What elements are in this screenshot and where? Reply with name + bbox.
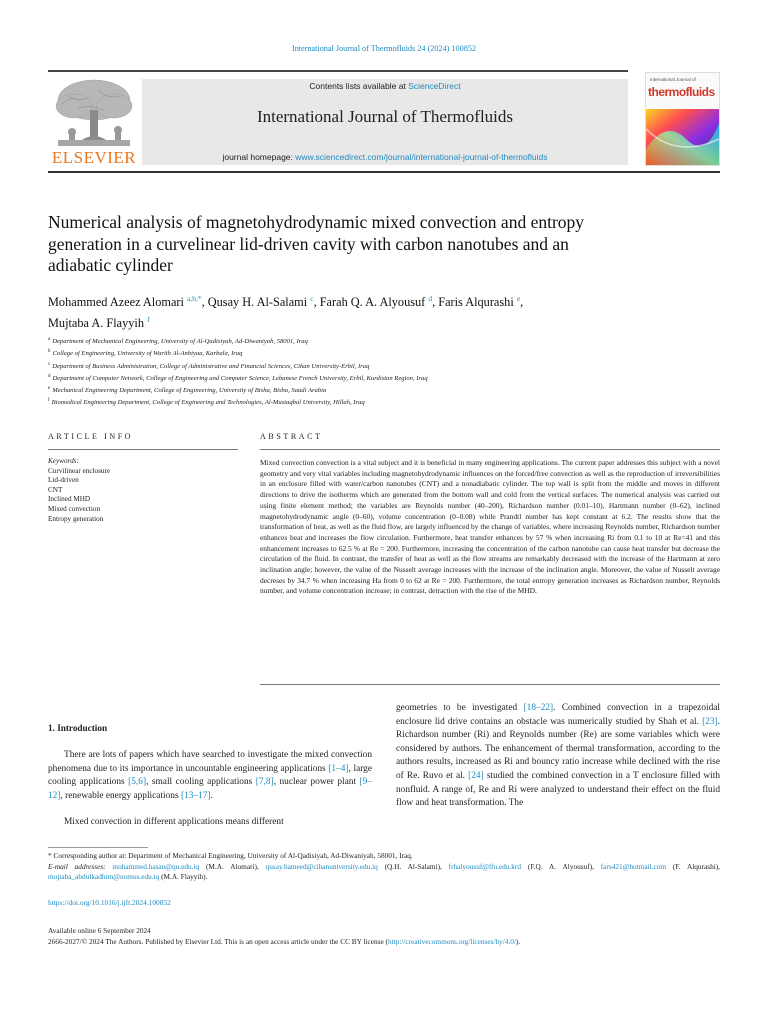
- article-info-heading: ARTICLE INFO: [48, 432, 134, 441]
- affiliation-key: e: [48, 386, 51, 392]
- article-title: Numerical analysis of magnetohydrodynamic mixed convection and entropy generation in a curvelinear lid-driven cavity with carbon nanotubes and an adiabatic cylinder: [48, 212, 585, 275]
- license-statement: [48, 936, 720, 947]
- abstract-heading: ABSTRACT: [260, 432, 323, 441]
- license-text: ).: [515, 937, 521, 946]
- author-name[interactable]: Faris Alqurashi: [438, 295, 514, 310]
- journal-header-box: [142, 79, 628, 165]
- author-name[interactable]: Qusay H. Al-Salami: [207, 295, 308, 310]
- tree-emblem-icon: [48, 76, 140, 150]
- homepage-link[interactable]: www.sciencedirect.com/journal/international-journal-of-thermofluids: [295, 152, 548, 162]
- email-owner: (M.A. Flayyih).: [159, 872, 208, 881]
- availability-block: [48, 925, 720, 947]
- keyword-item: Inclined MHD: [48, 495, 91, 504]
- author-name[interactable]: Farah Q. A. Alyousuf: [319, 295, 426, 310]
- intro-text: , renewable energy applications: [60, 790, 181, 801]
- license-text: 2666-2027/© 2024 The Authors. Published by Elsevier Ltd. This is an open access article under the CC BY license (: [48, 937, 388, 946]
- affiliation-key: a: [48, 337, 51, 342]
- intro-text: studied the combined convection in a T enclosure filled with nonfluid. A range of, Re and Ri were analyzed to understand their effect on the fluid flow and heat transformation. The: [396, 770, 720, 809]
- affiliation-list: [48, 335, 728, 409]
- elsevier-wordmark: ELSEVIER: [51, 148, 137, 167]
- email-link[interactable]: frhalyousuf@lfu.edu.krd: [448, 861, 522, 871]
- intro-paragraph-1: [48, 749, 372, 803]
- reference-link[interactable]: [7,8]: [255, 777, 274, 788]
- author-name[interactable]: Mohammed Azeez Alomari: [48, 295, 184, 310]
- contents-line: [142, 81, 628, 91]
- introduction-heading: 1. Introduction: [48, 723, 108, 733]
- intro-text: .: [210, 790, 213, 801]
- affiliation-item: [48, 396, 728, 408]
- cover-subtitle: International Journal of: [650, 77, 696, 82]
- affiliation-text: Mechanical Engineering Department, College of Engineering, University of Bisha, Bisha, Saudi Arabia: [52, 387, 327, 395]
- journal-name[interactable]: International Journal of Thermofluids: [256, 107, 514, 126]
- intro-paragraph-2: Mixed convection in different applications means different: [64, 817, 284, 827]
- intro-text: , nuclear power plant: [273, 777, 360, 788]
- email-link[interactable]: qusay.hameed@cihanuniversity.edu.iq: [265, 861, 378, 871]
- intro-text: geometries to be investigated: [396, 703, 524, 713]
- header-divider-top: [48, 70, 628, 72]
- keyword-item: CNT: [48, 485, 63, 494]
- available-online-date: Available online 6 September 2024: [48, 926, 151, 935]
- article-info-divider: [48, 449, 238, 450]
- cover-title: thermofluids: [648, 85, 715, 99]
- email-owner: (F.Q. A. Alyousuf),: [521, 861, 601, 871]
- email-link[interactable]: mohammed.hasan@qu.edu.iq: [112, 861, 200, 871]
- keyword-item: Mixed convection: [48, 504, 101, 513]
- footnotes: [48, 851, 720, 883]
- homepage-line: [142, 152, 628, 162]
- affiliation-text: Department of Mechanical Engineering, University of Al-Qadisiyah, Ad-Diwaniyah, 58001, Iraq: [52, 338, 308, 346]
- author-name[interactable]: Mujtaba A. Flayyih: [48, 316, 144, 331]
- email-label: E-mail addresses:: [48, 861, 106, 871]
- journal-cover-thumbnail[interactable]: [645, 72, 720, 166]
- intro-text: , large cooling applications: [48, 763, 372, 788]
- author-affiliation-marker[interactable]: c: [310, 294, 314, 303]
- email-owner: (Q.H. Al-Salami),: [377, 861, 449, 871]
- keywords-block: [48, 457, 238, 524]
- author-affiliation-marker[interactable]: a,b,*: [187, 294, 202, 303]
- intro-text: , small cooling applications: [146, 777, 256, 788]
- reference-link[interactable]: [1–4]: [328, 763, 349, 774]
- keyword-item: Lid-driven: [48, 476, 79, 485]
- email-owner: (F. Alqurashi),: [666, 861, 721, 871]
- affiliation-key: b: [48, 349, 51, 355]
- keyword-item: Entropy generation: [48, 514, 104, 523]
- affiliation-item: [48, 372, 728, 384]
- reference-link[interactable]: [13–17]: [180, 790, 211, 801]
- header-divider-bottom: [48, 171, 720, 173]
- affiliation-item: [48, 384, 728, 396]
- affiliation-key: d: [48, 373, 51, 379]
- author-affiliation-marker[interactable]: d: [428, 294, 433, 303]
- author-affiliation-marker[interactable]: f: [147, 315, 150, 325]
- abstract-body: Mixed convection convection is a vital subject and it is beneficial in many engineering applications. The current paper addresses this subject with a novel geometry and very vital variables including magnetohydrodynamic influences on the forced/free convection as well as the reproduction of irreversibilities in an enclosure filled with water/carbon nanotubes (CNT) and a nonadiabatic cylinder. The top wall is split from the middle and moves in different directions to drive the isotherms which are generated from the bottom wall and cold from the vertical surfaces. The numerical analysis was carried out using finite element method; the variables are Reynolds number (40–200), Richardson number (0.01–10), Hartmann number (0–62), inclined magnetohydrodynamic angle (0–60), volume concentration (0–0.08) while Prandtl number has kept constant at 6.2. The results show that the transformation of heat, as well as the fluid flow, are largely influenced by the change of variables, where increasing Reynolds number, Richardson number enhances heat and increases the flow circulation. Furthermore, heat transfer enhances by 57 % when increasing Ri from 0.1 to 10 at Re=41 and this enhancement increases to 62.5 % at Re = 200. Furthermore, increasing the concentration of the carbon nanotube can cause heat transfer but decrease the circulation of the fluid. In contrast, the transfer of heat as well as the flow streams are remarkably decreased with the increase of the Hartmann at zero inclination angle; however, the value of the Nusselt average increases with the increase of the inclination angle. Moreover, the value of Nusselt average decreses by 34.7 % when increasing Ha from 0 to 62 at Re = 200. Furthermore, the total entropy generation increases as Richardson number, Reynolds number, and volume concentration increase; in contrast, detraction with the rise of the MHD.: [260, 458, 720, 596]
- journal-citation-link[interactable]: International Journal of Thermofluids 24 (2024) 100852: [291, 44, 477, 53]
- keywords-label: Keywords:: [48, 457, 79, 465]
- reference-link[interactable]: [23]: [702, 716, 718, 727]
- email-owner: (M.A. Alomari),: [199, 861, 266, 871]
- homepage-prefix: journal homepage:: [222, 152, 296, 162]
- contents-prefix: Contents lists available at: [309, 81, 409, 91]
- reference-link[interactable]: [5,6]: [128, 777, 147, 788]
- affiliation-key: c: [48, 361, 51, 367]
- elsevier-logo[interactable]: [48, 76, 140, 168]
- affiliation-item: [48, 347, 728, 359]
- intro-text: There are lots of papers which have searched to investigate the mixed convection phenomena due to its importance in uncountable engineering applications: [48, 750, 372, 774]
- affiliation-key: f: [48, 398, 50, 404]
- abstract-bottom-divider: [260, 684, 720, 685]
- reference-link[interactable]: [18–22]: [523, 703, 554, 713]
- email-link[interactable]: mujtaba_abdulkadhim@uomus.edu.iq: [48, 872, 160, 881]
- affiliation-text: Department of Computer Network, College of Engineering and Computer Science, Lebanese French University, Erbil, Kurdistan Region, Iraq: [52, 375, 428, 383]
- author-affiliation-marker[interactable]: e: [516, 294, 521, 303]
- corresponding-author-note: * Corresponding author at: Department of Mechanical Engineering, University of Al-Qadisiyah, Ad-Diwaniyah, 58001, Iraq.: [48, 851, 413, 860]
- keyword-item: Curvilinear enclosure: [48, 466, 111, 475]
- reference-link[interactable]: [24]: [468, 770, 484, 781]
- author-list: Mohammed Azeez Alomari $^{a,b,*}$, Qusay H. Al-Salami $^c$, Farah Q. A. Alyousuf $^d$, Faris Alqurashi $^e$, Mujtaba A. Flayyih $^f$: [48, 294, 524, 331]
- abstract-divider: [260, 449, 720, 450]
- affiliation-text: Biomedical Engineering Department, College of Engineering and Technologies, Al-Mustaqbal University, Hillah, Iraq: [51, 399, 365, 407]
- intro-text: . Combined convection in a trapezoidal enclosure lid drive contains an obstacle was numerically studied by Shah et al.: [396, 703, 720, 727]
- affiliation-item: [48, 360, 728, 372]
- intro-paragraph-right: [396, 702, 720, 811]
- sciencedirect-link[interactable]: ScienceDirect: [408, 81, 461, 91]
- email-addresses: [48, 862, 720, 883]
- email-link[interactable]: fars421@hotmail.com: [600, 861, 667, 871]
- footnote-divider: [48, 847, 148, 848]
- affiliation-item: [48, 335, 728, 347]
- intro-text: . Richardson number (Ri) and Reynolds number (Re) are some variables which were considered by authors. The enhancement of thermal transformation, according to the authors results, increased as Ri and bouncy ratio increase while declined with the rise of Re. Ruvo et al.: [396, 716, 720, 781]
- affiliation-text: College of Engineering, University of Warith Al-Anbiyaa, Karbala, Iraq: [52, 350, 243, 358]
- doi-link[interactable]: https://doi.org/10.1016/j.ijft.2024.100852: [48, 898, 171, 907]
- license-link[interactable]: http://creativecommons.org/licenses/by/4.0/: [388, 937, 516, 946]
- affiliation-text: Department of Business Administration, College of Administrative and Financial Sciences, Cihan University-Erbil, Iraq: [52, 362, 370, 370]
- cover-artwork: [646, 109, 719, 165]
- reference-link[interactable]: [9–12]: [48, 777, 372, 801]
